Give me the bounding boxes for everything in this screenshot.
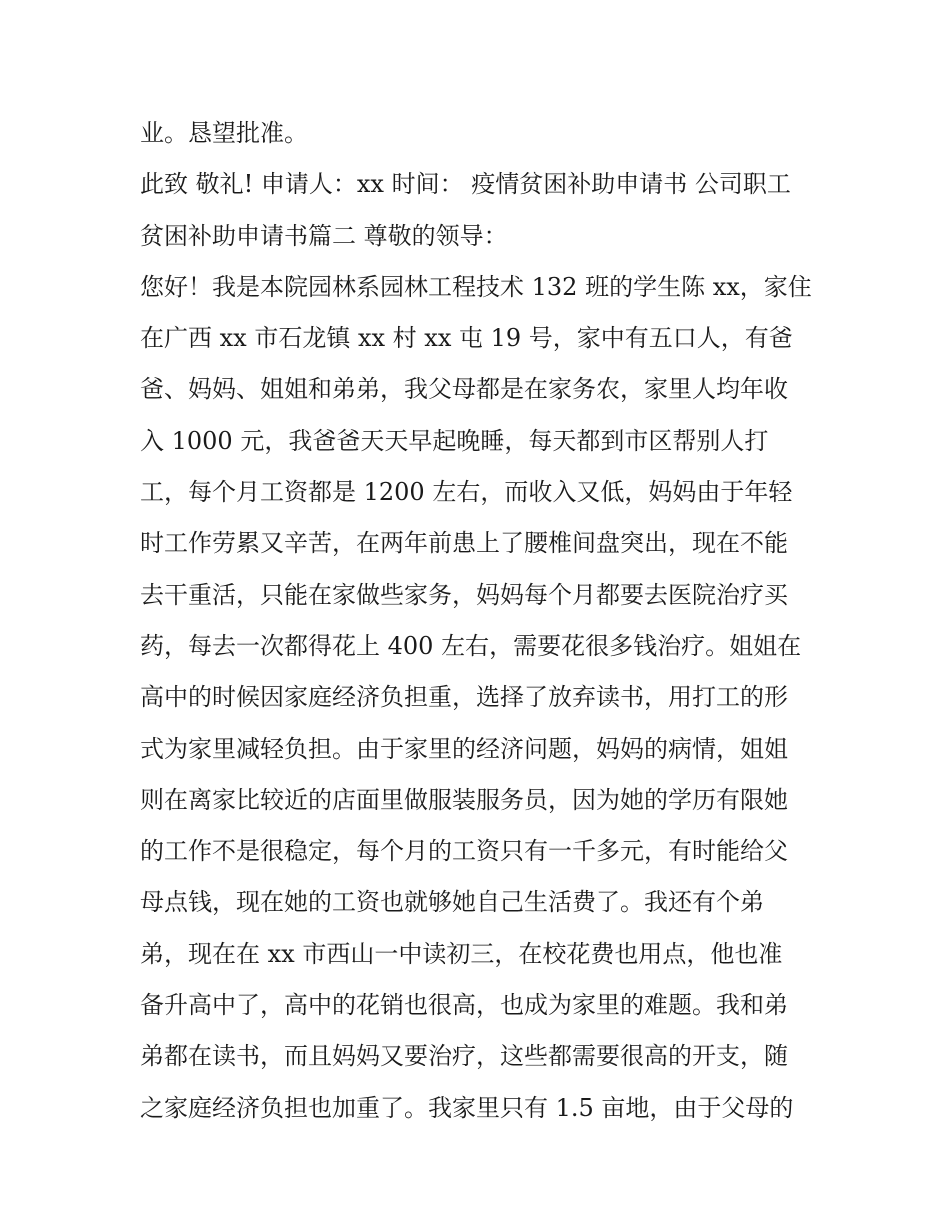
body-text: [140, 108, 820, 1134]
text-line: 爸、妈妈、姐姐和弟弟，我父母都是在家务农，家里人均年收: [140, 375, 788, 404]
text-line: 在广西 xx 市石龙镇 xx 村 xx 屯 19 号，家中有五口人，有爸: [140, 324, 793, 353]
text-line: 您好！我是本院园林系园林工程技术 132 班的学生陈 xx，家住: [140, 272, 812, 301]
text-line: 去干重活，只能在家做些家务，妈妈每个月都要去医院治疗买: [140, 580, 788, 609]
text-line: 工，每个月工资都是 1200 左右，而收入又低，妈妈由于年轻: [140, 478, 793, 507]
text-line: 备升高中了，高中的花销也很高，也成为家里的难题。我和弟: [140, 991, 788, 1020]
text-line: 药，每去一次都得花上 400 左右，需要花很多钱治疗。姐姐在: [140, 631, 802, 660]
text-line: 式为家里减轻负担。由于家里的经济问题，妈妈的病情，姐姐: [140, 734, 788, 763]
text-line: 此致 敬礼! 申请人：xx 时间： 疫情贫困补助申请书 公司职工: [140, 170, 791, 199]
text-line: 母点钱，现在她的工资也就够她自己生活费了。我还有个弟: [140, 888, 764, 917]
text-line: 的工作不是很稳定，每个月的工资只有一千多元，有时能给父: [140, 837, 788, 866]
text-line: 则在离家比较近的店面里做服装服务员，因为她的学历有限她: [140, 785, 788, 814]
text-line: 入 1000 元，我爸爸天天早起晚睡，每天都到市区帮别人打: [140, 426, 769, 455]
text-line: 弟，现在在 xx 市西山一中读初三，在校花费也用点，他也准: [140, 939, 783, 968]
text-line: 高中的时候因家庭经济负担重，选择了放弃读书，用打工的形: [140, 683, 788, 712]
text-line: 业。恳望批准。: [140, 119, 308, 147]
text-line: 弟都在读书，而且妈妈又要治疗，这些都需要很高的开支，随: [140, 1042, 788, 1071]
text-line: 贫困补助申请书篇二 尊敬的领导：: [140, 221, 508, 250]
text-line: 时工作劳累又辛苦，在两年前患上了腰椎间盘突出，现在不能: [140, 529, 788, 558]
text-line: 之家庭经济负担也加重了。我家里只有 1.5 亩地，由于父母的: [140, 1093, 794, 1122]
